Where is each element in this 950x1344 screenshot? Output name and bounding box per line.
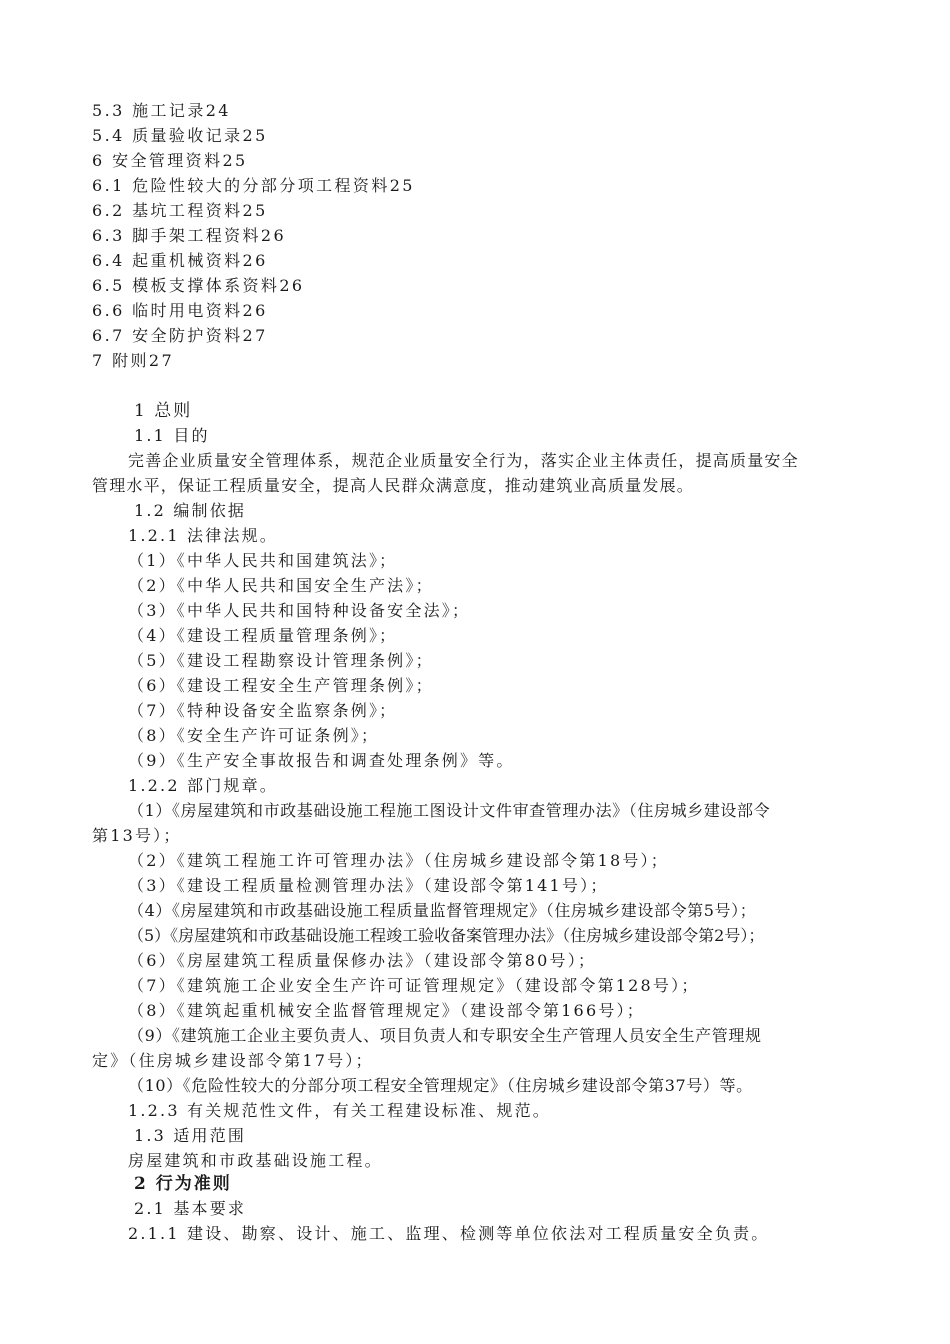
list-item: （9）《生产安全事故报告和调查处理条例》等。 — [128, 751, 515, 770]
list-item: （4）《建设工程质量管理条例》； — [128, 626, 398, 645]
list-item: （8）《安全生产许可证条例》； — [128, 726, 380, 745]
toc-entry[interactable]: 6.6 临时用电资料26 — [92, 301, 268, 320]
list-item: （4）《房屋建筑和市政基础设施工程质量监督管理规定》（住房城乡建设部令第5号）； — [128, 901, 757, 920]
toc-entry[interactable]: 6.2 基坑工程资料25 — [92, 201, 268, 220]
list-item: 第13号）； — [92, 826, 182, 845]
toc-entry[interactable]: 6.7 安全防护资料27 — [92, 326, 268, 345]
list-item: （1）《房屋建筑和市政基础设施工程施工图设计文件审查管理办法》（住房城乡建设部令 — [128, 801, 771, 820]
list-item: （1）《中华人民共和国建筑法》； — [128, 551, 398, 570]
clause-text: 2.1.1 建设、勘察、设计、施工、监理、检测等单位依法对工程质量安全负责。 — [128, 1224, 770, 1243]
toc-entry[interactable]: 5.3 施工记录24 — [92, 101, 231, 120]
toc-entry[interactable]: 6.4 起重机械资料26 — [92, 251, 268, 270]
list-item: （8）《建筑起重机械安全监督管理规定》（建设部令第166号）； — [128, 1001, 645, 1020]
toc-entry[interactable]: 6.3 脚手架工程资料26 — [92, 226, 287, 245]
clause-heading: 1.2.1 法律法规。 — [128, 526, 278, 545]
list-item: （7）《特种设备安全监察条例》； — [128, 701, 398, 720]
list-item: （9）《建筑施工企业主要负责人、项目负责人和专职安全生产管理人员安全生产管理规 — [128, 1026, 762, 1045]
list-item: （10）《危险性较大的分部分项工程安全管理规定》（住房城乡建设部令第37号）等。 — [128, 1076, 753, 1095]
section-heading: 1 总则 — [134, 401, 193, 421]
toc-entry[interactable]: 6.5 模板支撑体系资料26 — [92, 276, 305, 295]
paragraph-line: 房屋建筑和市政基础设施工程。 — [128, 1151, 383, 1170]
list-item: （7）《建筑施工企业安全生产许可证管理规定》（建设部令第128号）； — [128, 976, 700, 995]
subsection-heading: 1.3 适用范围 — [134, 1126, 247, 1145]
paragraph-line: 管理水平，保证工程质量安全，提高人民群众满意度，推动建筑业高质量发展。 — [92, 476, 695, 495]
clause-heading: 1.2.3 有关规范性文件，有关工程建设标准、规范。 — [128, 1101, 551, 1120]
section-heading: 2 行为准则 — [134, 1174, 232, 1194]
list-item: （3）《中华人民共和国特种设备安全法》； — [128, 601, 471, 620]
subsection-heading: 1.1 目的 — [134, 426, 210, 445]
list-item: （6）《建设工程安全生产管理条例》； — [128, 676, 434, 695]
toc-entry[interactable]: 5.4 质量验收记录25 — [92, 126, 268, 145]
list-item: 定》（住房城乡建设部令第17号）； — [92, 1051, 374, 1070]
toc-entry[interactable]: 7 附则27 — [92, 351, 175, 370]
subsection-heading: 2.1 基本要求 — [134, 1199, 247, 1218]
list-item: （2）《中华人民共和国安全生产法》； — [128, 576, 434, 595]
list-item: （5）《建设工程勘察设计管理条例》； — [128, 651, 434, 670]
clause-heading: 1.2.2 部门规章。 — [128, 776, 278, 795]
subsection-heading: 1.2 编制依据 — [134, 501, 247, 520]
list-item: （3）《建设工程质量检测管理办法》（建设部令第141号）； — [128, 876, 609, 895]
toc-entry[interactable]: 6 安全管理资料25 — [92, 151, 248, 170]
paragraph-line: 完善企业质量安全管理体系，规范企业质量安全行为，落实企业主体责任，提高质量安全 — [128, 451, 799, 470]
toc-entry[interactable]: 6.1 危险性较大的分部分项工程资料25 — [92, 176, 415, 195]
list-item: （5）《房屋建筑和市政基础设施工程竣工验收备案管理办法》（住房城乡建设部令第2号）； — [128, 926, 765, 945]
list-item: （2）《建筑工程施工许可管理办法》（住房城乡建设部令第18号）； — [128, 851, 669, 870]
list-item: （6）《房屋建筑工程质量保修办法》（建设部令第80号）； — [128, 951, 597, 970]
